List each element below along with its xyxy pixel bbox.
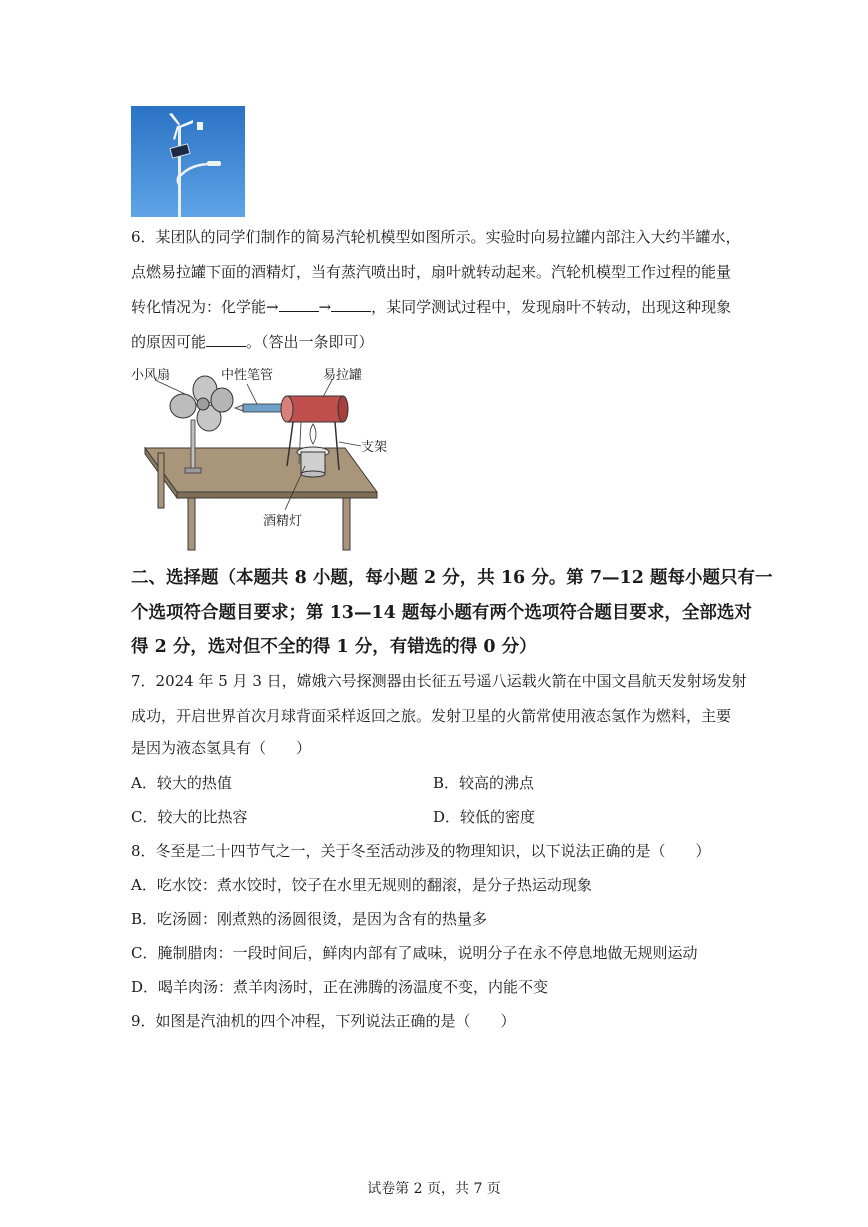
q8-option-b[interactable]: B．吃汤圆：刚煮熟的汤圆很烫，是因为含有的热量多 [131,910,488,928]
label-alcohol-lamp: 酒精灯 [263,514,303,529]
q8-option-a[interactable]: A．吃水饺：煮水饺时，饺子在水里无规则的翻滚，是分子热运动现象 [131,876,592,894]
q7-line-3: 是因为液态氢具有（ ） [131,739,312,757]
wind-turbine-lamp-image [131,106,245,217]
section2-heading-line-3: 得 2 分，选对但不全的得 1 分，有错选的得 0 分） [131,637,537,657]
q8-option-d[interactable]: D．喝羊肉汤：煮羊肉汤时，正在沸腾的汤温度不变，内能不变 [131,978,549,996]
steam-turbine-diagram [125,360,395,555]
q8-stem: 8．冬至是二十四节气之一，关于冬至活动涉及的物理知识，以下说法正确的是（ ） [131,842,711,860]
answer-blank-1[interactable] [279,297,319,312]
page-footer: 试卷第 2 页，共 7 页 [367,1181,501,1197]
answer-blank-3[interactable] [206,332,246,347]
q7-option-d[interactable]: D．较低的密度 [433,808,536,826]
q6-line-3 [131,297,731,317]
q9-stem: 9．如图是汽油机的四个冲程，下列说法正确的是（ ） [131,1012,516,1030]
q7-line-1: 7．2024 年 5 月 3 日，嫦娥六号探测器由长征五号遥八运载火箭在中国文昌航天发射场发射 [131,672,747,690]
q6-line4-suffix: 。（答出一条即可） [246,333,374,351]
fan-blades [170,376,233,431]
label-can: 易拉罐 [323,368,363,383]
q6-line3-prefix: 转化情况为：化学能→ [131,298,279,316]
q8-option-c[interactable]: C．腌制腊肉：一段时间后，鲜肉内部有了咸味，说明分子在永不停息地做无规则运动 [131,944,698,962]
q6-line4-prefix: 的原因可能 [131,333,207,351]
street-lamp-photo [131,106,245,217]
q6-line3-suffix: ，某同学测试过程中，发现扇叶不转动，出现这种现象 [371,298,732,316]
q6-line-4 [131,332,374,352]
q7-option-c[interactable]: C．较大的比热容 [131,808,248,826]
q6-line-2: 点燃易拉罐下面的酒精灯，当有蒸汽喷出时，扇叶就转动起来。汽轮机模型工作过程的能量 [131,263,732,281]
q7-option-a[interactable]: A．较大的热值 [131,774,232,792]
section2-heading-line-2: 个选项符合题目要求；第 13—14 题每小题有两个选项符合题目要求，全部选对 [131,603,752,623]
q6-line-1: 6．某团队的同学们制作的简易汽轮机模型如图所示。实验时向易拉罐内部注入大约半罐水， [131,228,741,246]
section2-heading-line-1: 二、选择题（本题共 8 小题，每小题 2 分，共 16 分。第 7—12 题每小题只有一 [131,568,773,588]
label-pen-tube: 中性笔管 [221,368,274,383]
q6-line3-arrow: → [318,298,332,316]
label-fan: 小风扇 [131,368,171,383]
q7-line-2: 成功，开启世界首次月球背面采样返回之旅。发射卫星的火箭常使用液态氢作为燃料，主要 [131,707,732,725]
q7-option-b[interactable]: B．较高的沸点 [433,774,535,792]
answer-blank-2[interactable] [331,297,371,312]
label-stand: 支架 [361,440,388,455]
